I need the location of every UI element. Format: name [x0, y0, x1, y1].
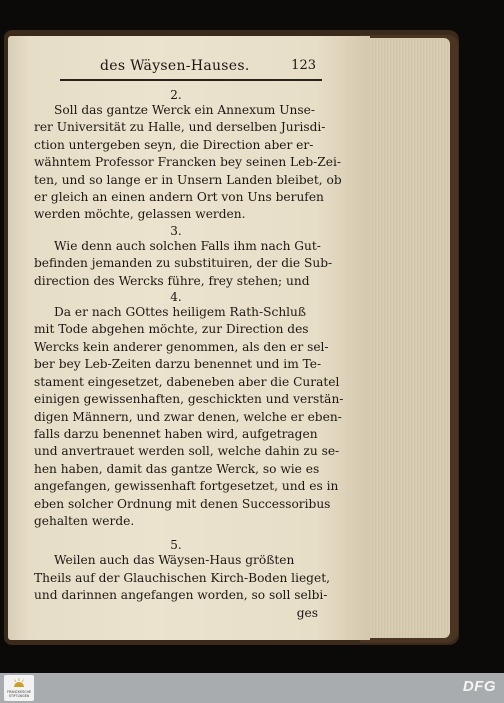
section-number: 4.	[170, 290, 182, 305]
running-title: des Wäysen-Hauses.	[100, 58, 250, 74]
running-head	[40, 58, 316, 80]
header-rule	[60, 79, 322, 81]
text-line: befinden jemanden zu substituiren, der die Sub-	[34, 256, 333, 271]
text-line: Weilen auch das Wäysen-Haus größten	[54, 553, 295, 568]
text-line: digen Männern, und zwar denen, welche er eben-	[34, 409, 342, 424]
text-line: er gleich an einen andern Ort von Uns berufen	[34, 190, 324, 205]
text-line: falls darzu benennet haben wird, aufgetragen	[34, 426, 318, 441]
text-line: stament eingesetzet, dabeneben aber die Curatel	[34, 374, 340, 389]
text-line: angefangen, gewissenhaft fortgesetzet, und es in	[34, 479, 339, 494]
text-line: einigen gewissenhaften, geschickten und verstän-	[34, 392, 344, 407]
text-line: und anvertrauet werden soll, welche dahin zu se-	[34, 444, 340, 459]
text-line: Wercks kein anderer genommen, als den er sel-	[34, 339, 329, 354]
text-line: ction untergeben seyn, die Direction aber er-	[34, 137, 314, 152]
page-edges	[366, 38, 450, 638]
text-line: und darinnen angefangen worden, so soll selbi-	[34, 588, 328, 603]
text-line: rer Universität zu Halle, und derselben Jurisdi-	[34, 120, 326, 135]
section-number: 3.	[170, 223, 182, 238]
section-number: 2.	[170, 88, 182, 102]
text-line: gehalten werde.	[34, 513, 135, 528]
section-number: 5.	[170, 538, 182, 553]
text-line: Da er nach GOttes heiligem Rath-Schluß	[54, 305, 307, 320]
text-line: eben solcher Ordnung mit denen Successoribus	[34, 496, 331, 511]
text-line: Theils auf der Glauchischen Kirch-Boden lieget,	[34, 570, 330, 585]
text-line: Wie denn auch solchen Falls ihm nach Gut-	[54, 238, 321, 253]
text-line: werden möchte, gelassen werden.	[34, 207, 246, 222]
library-logo-text: FRANCKESCHE STIFTUNGEN	[6, 690, 32, 698]
sun-logo-icon	[13, 678, 25, 688]
text-line: wähntem Professor Francken bey seinen Leb-Zei-	[34, 155, 341, 170]
viewer-footer	[0, 673, 504, 703]
text-line: Soll das gantze Werck ein Annexum Unse-	[54, 103, 315, 117]
catchword: ges	[296, 605, 318, 620]
text-line: ten, und so lange er in Unsern Landen bleibet, ob	[34, 172, 342, 187]
text-line: mit Tode abgehen möchte, zur Direction des	[34, 322, 309, 337]
text-line: ber bey Leb-Zeiten darzu benennet und im Te-	[34, 357, 322, 372]
text-line: direction des Wercks führe, frey stehen; und	[34, 273, 310, 288]
library-logo[interactable]	[4, 675, 34, 701]
body-text	[34, 88, 344, 622]
text-line: hen haben, damit das gantze Werck, so wie es	[34, 461, 320, 476]
dfg-logo[interactable]: DFG	[462, 678, 496, 695]
page-number: 123	[291, 58, 316, 73]
